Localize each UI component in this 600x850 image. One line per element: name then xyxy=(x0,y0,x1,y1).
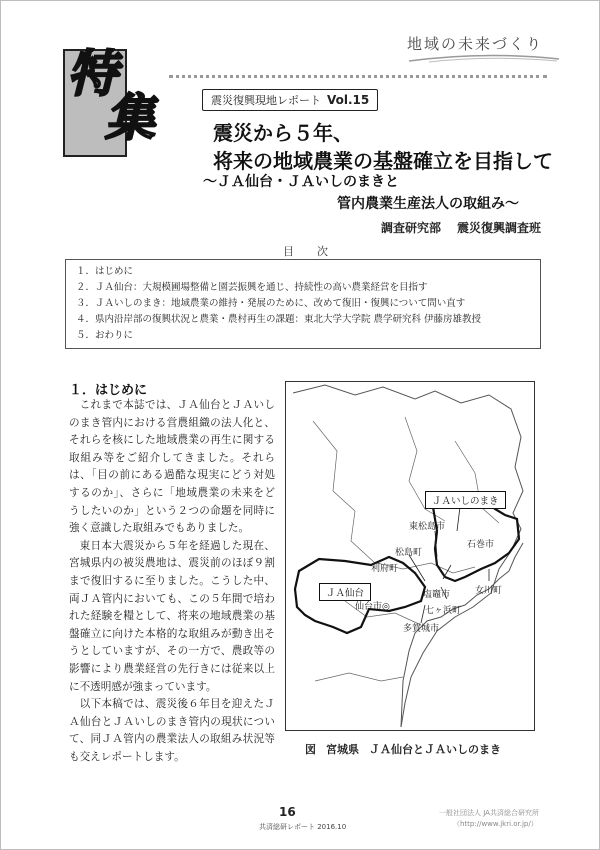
report-volume: Vol.15 xyxy=(327,93,370,107)
report-tag xyxy=(202,89,378,111)
page-number: 16 xyxy=(279,805,296,819)
dotted-rule xyxy=(169,75,547,78)
headline-line-1: 震災から５年、 xyxy=(213,121,353,145)
map-label-higashimatsushima: 東松島市 xyxy=(409,522,446,532)
toc-item: ５．おわりに xyxy=(76,330,134,341)
map-label-onagawa: 女川町 xyxy=(475,586,503,596)
author-dept: 調査研究部 xyxy=(381,221,442,235)
figure-caption-fig: 図 xyxy=(305,743,316,756)
map-label-matsushima: 松島町 xyxy=(395,548,423,558)
map-label-sendai: 仙台市◎ xyxy=(355,602,390,612)
body-column xyxy=(69,397,275,766)
toc-item: ２．ＪＡ仙台：大規模圃場整備と園芸振興を通じ、持続性の高い農業経営を目指す xyxy=(76,282,428,293)
map-box-ja-ishinomaki: ＪＡいしのまき xyxy=(425,491,506,509)
author-team: 震災復興調査班 xyxy=(457,221,542,235)
series-swoosh-decoration xyxy=(409,53,559,63)
subheadline-line-1: ～ＪＡ仙台・ＪＡいしのまきと xyxy=(203,174,399,190)
figure-caption-text: ＪＡ仙台とＪＡいしのまき xyxy=(369,743,501,756)
subheadline-line-2: 管内農業生産法人の取組み～ xyxy=(337,196,519,212)
publication-line: 共済総研レポート 2016.10 xyxy=(259,823,347,831)
series-title: 地域の未来づくり xyxy=(406,35,543,53)
headline-line-2: 将来の地域農業の基盤確立を目指して xyxy=(213,149,553,173)
feature-char-1: 特 xyxy=(67,44,117,103)
map-label-rifu: 利府町 xyxy=(371,564,399,574)
body-paragraph: 以下本稿では、震災後６年目を迎えたＪＡ仙台とＪＡいしのまき管内の現状について、同ＪＡ管内の農業法人の取組み状況等も交えレポートします。 xyxy=(69,698,275,763)
author-line xyxy=(381,219,541,236)
toc-item: ３．ＪＡいしのまき：地域農業の維持・発展のために、改めて復旧・復興について問い直す xyxy=(76,298,466,309)
body-paragraph: 東日本大震災から５年を経過した現在、宮城県内の被災農地は、震災前のほぼ９割まで復旧するに至りました。こうした中、両ＪＡ管内においても、この５年間で培われた経験を糧として、将来の地域農業の基盤確立に向けた本格的な取組みが動き出そうとしていますが、その一方で、農政等の影響により農業経営の先行きには従来以上に不透明感が強まっています。 xyxy=(69,539,275,693)
map-box-ja-sendai: ＪＡ仙台 xyxy=(319,583,371,601)
publisher-url: （http://www.jkri.or.jp/） xyxy=(453,820,538,828)
table-of-contents xyxy=(65,259,541,349)
map-label-ishinomaki: 石巻市 xyxy=(467,540,495,550)
figure-caption xyxy=(305,741,501,757)
report-tag-label: 震災復興現地レポート xyxy=(211,94,321,107)
body-paragraph: これまで本誌では、ＪＡ仙台とＪＡいしのまき管内における営農組織の法人化と、それらを核にした地域農業の再生に関する取組み等をご紹介してきました。それらは、「目の前にある過酷な現実にどう対処するのか」、さらに「地域農業の未来をどうしたいのか」という２つの命題を同時に強く意識した取組みでもありました。 xyxy=(69,399,275,535)
map-label-shiogama: 塩竈市 xyxy=(423,590,451,600)
figure-caption-pref: 宮城県 xyxy=(326,743,359,756)
map-label-tagajo: 多賀城市 xyxy=(403,624,440,634)
feature-char-2: 集 xyxy=(105,88,155,147)
toc-item: ４．県内沿岸部の復興状況と農業・農村再生の課題：東北大学大学院 農学研究科 伊藤房雄教授 xyxy=(76,314,482,325)
toc-label: 目 次 xyxy=(283,245,334,258)
publisher-org: 一般社団法人 JA共済総合研究所 xyxy=(439,809,539,817)
map-label-shichigahama: 七ヶ浜町 xyxy=(425,606,462,616)
section-heading: １．はじめに xyxy=(69,383,148,398)
toc-item: １．はじめに xyxy=(76,266,134,277)
